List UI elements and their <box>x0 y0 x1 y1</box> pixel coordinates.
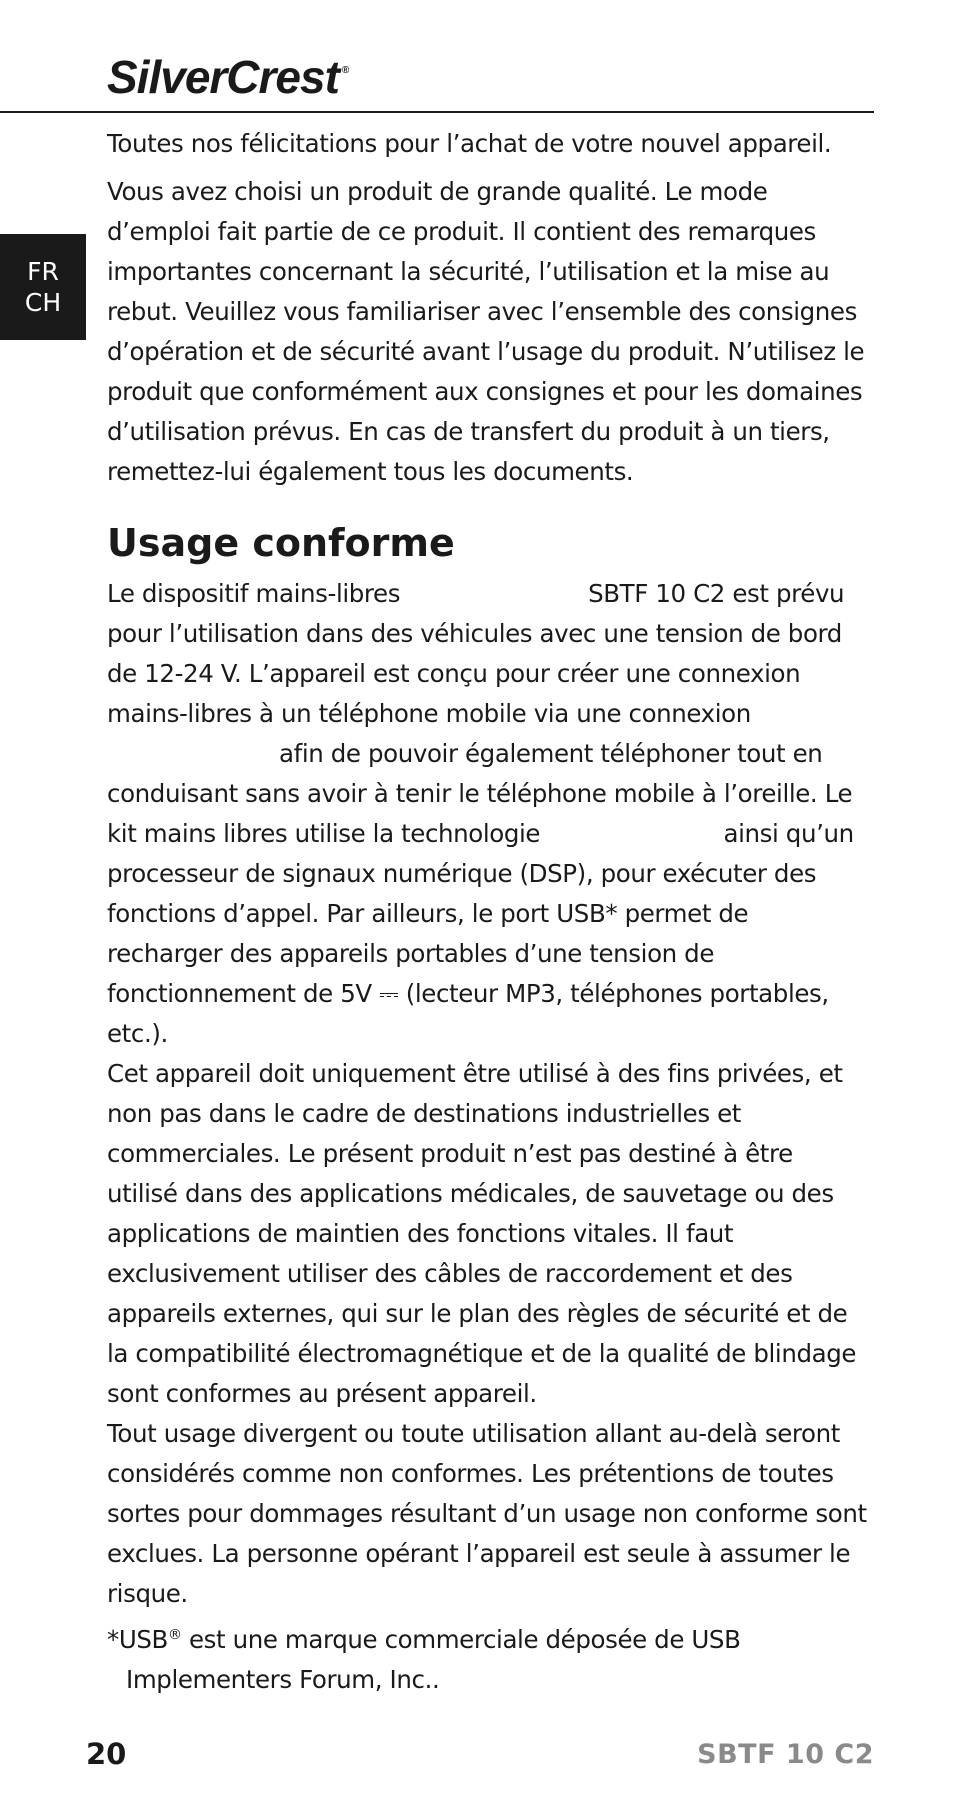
page-number: 20 <box>86 1737 127 1771</box>
registered-mark: ® <box>341 65 349 76</box>
intro-paragraph-2: Vous avez choisi un produit de grande qualité. Le mode d’emploi fait partie de ce produit. Il contient des remarques importantes concernant la sécurité, l’utilisation et la mise au rebut. Veuillez vous familiariser avec l’ensemble des consignes d’opération et de sécurité avant l’usage du produit. N’utilisez le produit que conformément aux consignes et pour les domaines d’utilisation prévus. En cas de transfert du produit à un tiers, remettez-lui également tous les documents. <box>107 177 865 486</box>
footnote-registered-mark: ® <box>167 1626 182 1643</box>
usage-text-1: Le dispositif mains-libres <box>107 579 401 608</box>
usb-footnote <box>107 1620 867 1700</box>
usage-paragraph-2: Cet appareil doit uniquement être utilisé à des fins privées, et non pas dans le cadre de destinations industrielles et commerciales. Le présent produit n’est pas destiné à être utilisé dans des applications médicales, de sauvetage ou des applications de maintien des fonctions vitales. Il faut exclusivement utiliser des câbles de raccordement et des appareils externes, qui sur le plan des règles de sécurité et de la compatibilité électromagnétique et de la qualité de blindage sont conformes au présent appareil. <box>107 1059 857 1408</box>
footnote-prefix: *USB <box>107 1625 168 1654</box>
page-content <box>107 124 867 1700</box>
usage-paragraph-3: Tout usage divergent ou toute utilisation allant au-delà seront considérés comme non conformes. Les prétentions de toutes sortes pour dommages résultant d’un usage non conforme sont exclues. La personne opérant l’appareil est seule à assumer le risque. <box>107 1419 867 1608</box>
usage-paragraph-1 <box>107 574 867 1054</box>
language-tab-line2: CH <box>24 288 62 317</box>
footnote-text: est une marque commerciale déposée de USB Implementers Forum, Inc.. <box>126 1625 741 1694</box>
model-name: SBTF 10 C2 <box>697 1739 874 1770</box>
usage-text-5: (lecteur MP3, téléphones portables, etc.). <box>107 979 829 1048</box>
intro-paragraph-1: Toutes nos félicitations pour l’achat de votre nouvel appareil. <box>107 129 832 158</box>
usage-text-3: afin de pouvoir également téléphoner tout en conduisant sans avoir à tenir le téléphone mobile à l’oreille. Le kit mains libres utilise la technologie <box>107 739 853 848</box>
usage-text-4: ainsi qu’un processeur de signaux numérique (DSP), pour exécuter des fonctions d’appel. Par ailleurs, le port USB* permet de recharger des appareils portables d’une tension de fonctionnement de 5V <box>107 819 854 1008</box>
language-tab <box>0 234 86 340</box>
usage-text-2: SBTF 10 C2 est prévu pour l’utilisation dans des véhicules avec une tension de bord de 12-24 V. L’appareil est conçu pour créer une connexion mains-libres à un téléphone mobile via une connexion <box>107 579 845 728</box>
header-divider <box>0 111 874 113</box>
dc-symbol-icon: ⎓ <box>379 979 399 1008</box>
brand-logo <box>107 51 349 103</box>
brand-name: SilverCrest <box>107 51 339 103</box>
section-title: Usage conforme <box>107 521 455 565</box>
language-tab-line1: FR <box>27 257 59 286</box>
